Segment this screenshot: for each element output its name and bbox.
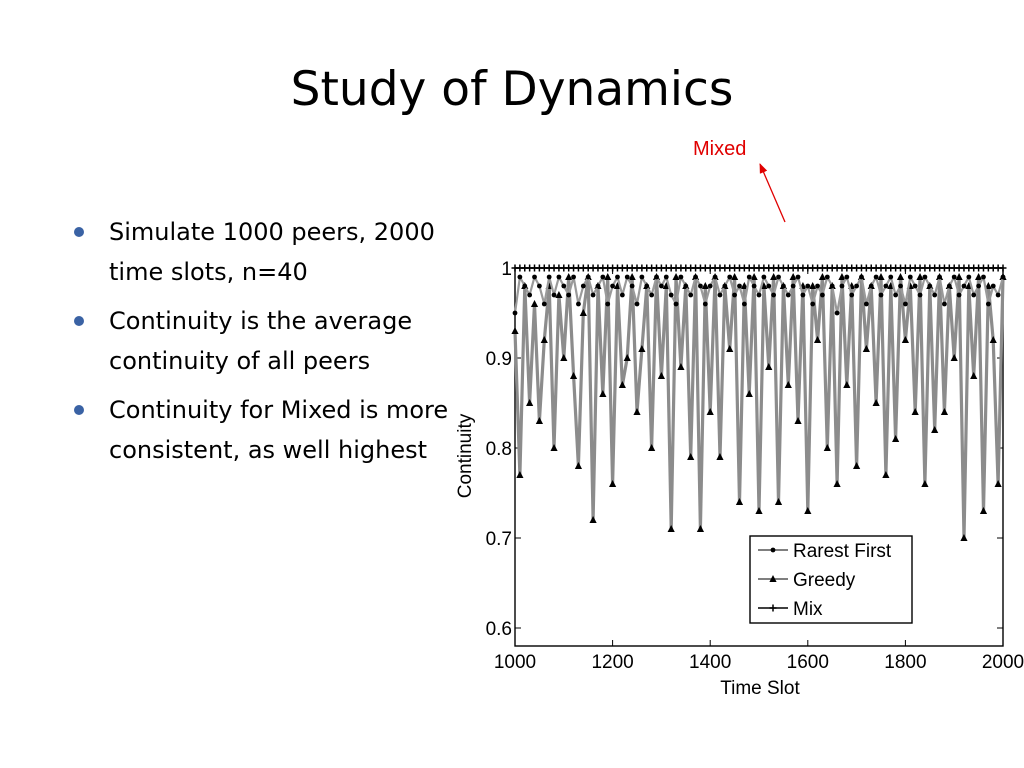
data-point-dot	[561, 284, 566, 289]
data-point-dot	[659, 284, 664, 289]
data-point-dot	[1001, 275, 1006, 280]
data-point-dot	[537, 284, 542, 289]
data-point-dot	[957, 293, 962, 298]
data-point-dot	[771, 293, 776, 298]
data-point-triangle	[863, 345, 870, 352]
data-point-dot	[971, 293, 976, 298]
data-point-dot	[893, 293, 898, 298]
data-point-triangle	[707, 408, 714, 415]
data-point-dot	[571, 275, 576, 280]
data-point-dot	[913, 284, 918, 289]
data-point-triangle	[838, 273, 845, 280]
data-point-triangle	[995, 480, 1002, 487]
data-point-dot	[986, 302, 991, 307]
data-point-dot	[761, 275, 766, 280]
data-point-triangle	[516, 471, 523, 478]
data-point-triangle	[916, 273, 923, 280]
data-point-triangle	[736, 498, 743, 505]
data-point-dot	[586, 275, 591, 280]
data-point-triangle	[804, 507, 811, 514]
data-point-triangle	[877, 273, 884, 280]
data-point-triangle	[765, 363, 772, 370]
data-point-dot	[903, 302, 908, 307]
data-point-dot	[693, 275, 698, 280]
data-point-dot	[708, 284, 713, 289]
data-point-triangle	[809, 282, 816, 289]
data-point-dot	[908, 275, 913, 280]
data-point-triangle	[912, 408, 919, 415]
y-axis-label: Continuity	[455, 413, 476, 499]
slide-title: Study of Dynamics	[290, 62, 734, 117]
data-point-dot	[840, 284, 845, 289]
data-point-dot	[649, 293, 654, 298]
data-point-dot	[625, 275, 630, 280]
data-point-dot	[610, 284, 615, 289]
data-point-dot	[874, 275, 879, 280]
data-point-triangle	[609, 480, 616, 487]
data-point-triangle	[570, 372, 577, 379]
data-point-triangle	[541, 336, 548, 343]
data-point-dot	[786, 293, 791, 298]
data-point-triangle	[824, 444, 831, 451]
bullet-dot-icon	[74, 316, 84, 326]
data-point-dot	[522, 284, 527, 289]
data-point-dot	[923, 275, 928, 280]
data-point-triangle	[746, 390, 753, 397]
data-point-triangle	[955, 273, 962, 280]
data-point-dot	[605, 302, 610, 307]
data-point-triangle	[843, 381, 850, 388]
data-point-dot	[766, 284, 771, 289]
y-tick-label: 0.9	[485, 349, 512, 370]
data-point-dot	[566, 293, 571, 298]
data-point-triangle	[619, 381, 626, 388]
data-point-triangle	[687, 453, 694, 460]
data-point-dot	[966, 275, 971, 280]
data-point-dot	[722, 284, 727, 289]
data-point-triangle	[550, 444, 557, 451]
data-point-triangle	[560, 354, 567, 361]
data-point-triangle	[897, 273, 904, 280]
data-point-dot	[713, 275, 718, 280]
x-tick-label: 1800	[884, 652, 927, 673]
data-point-dot	[854, 284, 859, 289]
data-point-triangle	[555, 291, 562, 298]
data-point-triangle	[633, 408, 640, 415]
data-point-triangle	[624, 354, 631, 361]
data-point-dot	[810, 302, 815, 307]
data-point-plus	[1000, 265, 1007, 272]
data-point-triangle	[931, 426, 938, 433]
data-point-dot	[527, 293, 532, 298]
data-point-dot	[859, 275, 864, 280]
data-point-triangle	[794, 417, 801, 424]
data-point-dot	[679, 275, 684, 280]
data-point-triangle	[565, 273, 572, 280]
y-tick-label: 1	[501, 259, 512, 280]
legend-entry: Rarest First	[793, 541, 892, 562]
data-point-dot	[996, 293, 1001, 298]
data-point-dot	[635, 302, 640, 307]
data-point-triangle	[960, 534, 967, 541]
data-point-triangle	[668, 525, 675, 532]
bullet-dot-icon	[74, 405, 84, 415]
data-point-triangle	[716, 453, 723, 460]
data-point-dot	[927, 284, 932, 289]
data-point-dot	[962, 284, 967, 289]
data-point-triangle	[697, 525, 704, 532]
data-point-triangle	[755, 507, 762, 514]
data-point-dot	[791, 284, 796, 289]
data-point-dot	[669, 293, 674, 298]
data-point-triangle	[629, 273, 636, 280]
data-point-triangle	[892, 435, 899, 442]
data-point-dot	[942, 302, 947, 307]
data-point-triangle	[970, 372, 977, 379]
x-tick-label: 2000	[981, 652, 1024, 673]
data-point-dot	[727, 275, 732, 280]
data-point-triangle	[814, 336, 821, 343]
data-point-triangle	[882, 471, 889, 478]
data-point-triangle	[677, 363, 684, 370]
data-point-triangle	[980, 507, 987, 514]
data-point-dot	[718, 293, 723, 298]
data-point-dot	[879, 293, 884, 298]
bullet-text: Continuity is the average continuity of all peers	[109, 307, 413, 375]
data-point-triangle	[775, 498, 782, 505]
data-point-dot	[796, 275, 801, 280]
data-point-dot	[898, 284, 903, 289]
data-point-dot	[654, 275, 659, 280]
data-point-triangle	[902, 336, 909, 343]
data-point-dot	[552, 293, 557, 298]
x-tick-label: 1400	[689, 652, 732, 673]
data-point-dot	[776, 275, 781, 280]
data-point-dot	[732, 293, 737, 298]
data-point-triangle	[589, 516, 596, 523]
data-point-dot	[547, 275, 552, 280]
legend-entry: Mix	[793, 599, 823, 620]
legend-marker-dot	[771, 548, 776, 553]
data-point-triangle	[921, 480, 928, 487]
data-point-triangle	[726, 345, 733, 352]
data-point-triangle	[672, 273, 679, 280]
data-point-triangle	[580, 309, 587, 316]
data-point-triangle	[536, 417, 543, 424]
data-point-dot	[883, 284, 888, 289]
data-point-dot	[664, 275, 669, 280]
data-point-triangle	[531, 300, 538, 307]
data-point-dot	[615, 275, 620, 280]
data-point-dot	[805, 284, 810, 289]
y-tick-label: 0.7	[485, 529, 512, 550]
data-point-triangle	[648, 444, 655, 451]
data-point-dot	[835, 311, 840, 316]
data-point-dot	[752, 284, 757, 289]
data-point-dot	[703, 302, 708, 307]
data-point-dot	[849, 293, 854, 298]
data-point-dot	[976, 284, 981, 289]
bullet-item	[70, 212, 490, 292]
data-point-dot	[781, 284, 786, 289]
data-point-triangle	[702, 282, 709, 289]
x-tick-label: 1200	[591, 652, 634, 673]
x-axis-label: Time Slot	[720, 678, 800, 699]
data-point-dot	[820, 293, 825, 298]
data-point-triangle	[751, 273, 758, 280]
bullet-item	[70, 390, 490, 470]
data-point-dot	[830, 284, 835, 289]
data-point-dot	[742, 302, 747, 307]
bullet-list	[70, 212, 490, 479]
data-point-triangle	[833, 480, 840, 487]
data-point-dot	[869, 284, 874, 289]
data-point-dot	[737, 284, 742, 289]
continuity-chart	[440, 0, 1024, 768]
data-point-dot	[532, 275, 537, 280]
data-point-triangle	[638, 345, 645, 352]
data-point-dot	[688, 293, 693, 298]
data-point-dot	[576, 302, 581, 307]
y-tick-label: 0.6	[485, 619, 512, 640]
bullet-text: Continuity for Mixed is more consistent, as well highest	[109, 396, 449, 464]
data-point-dot	[600, 275, 605, 280]
data-point-triangle	[819, 273, 826, 280]
data-point-dot	[513, 311, 518, 316]
data-point-dot	[952, 275, 957, 280]
data-point-triangle	[951, 354, 958, 361]
data-point-triangle	[511, 327, 518, 334]
bullet-dot-icon	[74, 227, 84, 237]
bullet-text: Simulate 1000 peers, 2000 time slots, n=40	[109, 218, 435, 286]
data-point-dot	[801, 293, 806, 298]
data-point-dot	[932, 293, 937, 298]
data-point-dot	[644, 284, 649, 289]
series-line-triangle	[515, 277, 1003, 538]
data-point-dot	[517, 275, 522, 280]
legend-entry: Greedy	[793, 570, 856, 591]
data-point-triangle	[853, 462, 860, 469]
data-point-dot	[542, 302, 547, 307]
data-point-triangle	[941, 408, 948, 415]
data-point-dot	[844, 275, 849, 280]
data-point-triangle	[873, 399, 880, 406]
data-point-triangle	[604, 273, 611, 280]
data-point-dot	[864, 302, 869, 307]
data-point-dot	[698, 284, 703, 289]
data-point-triangle	[599, 390, 606, 397]
data-point-triangle	[990, 336, 997, 343]
data-point-dot	[888, 275, 893, 280]
data-point-triangle	[575, 462, 582, 469]
data-point-triangle	[785, 381, 792, 388]
data-point-dot	[937, 275, 942, 280]
data-point-dot	[757, 293, 762, 298]
mixed-annotation-label: Mixed	[693, 138, 747, 160]
data-point-dot	[581, 284, 586, 289]
data-point-dot	[683, 284, 688, 289]
data-point-triangle	[975, 273, 982, 280]
data-point-triangle	[731, 273, 738, 280]
data-point-dot	[981, 275, 986, 280]
data-point-dot	[747, 275, 752, 280]
x-tick-label: 1000	[493, 652, 537, 673]
data-point-dot	[591, 293, 596, 298]
data-point-dot	[639, 275, 644, 280]
data-point-triangle	[658, 372, 665, 379]
data-point-dot	[620, 293, 625, 298]
bullet-item	[70, 301, 490, 381]
data-point-dot	[630, 284, 635, 289]
data-point-dot	[918, 293, 923, 298]
data-point-triangle	[770, 273, 777, 280]
data-point-dot	[947, 284, 952, 289]
data-point-dot	[596, 284, 601, 289]
x-tick-label: 1600	[786, 652, 829, 673]
data-point-dot	[815, 284, 820, 289]
annotation-arrow	[760, 164, 785, 222]
data-point-dot	[825, 275, 830, 280]
data-point-dot	[557, 275, 562, 280]
data-point-triangle	[790, 273, 797, 280]
y-tick-label: 0.8	[485, 439, 512, 460]
data-point-dot	[991, 284, 996, 289]
data-point-dot	[674, 302, 679, 307]
data-point-triangle	[526, 399, 533, 406]
